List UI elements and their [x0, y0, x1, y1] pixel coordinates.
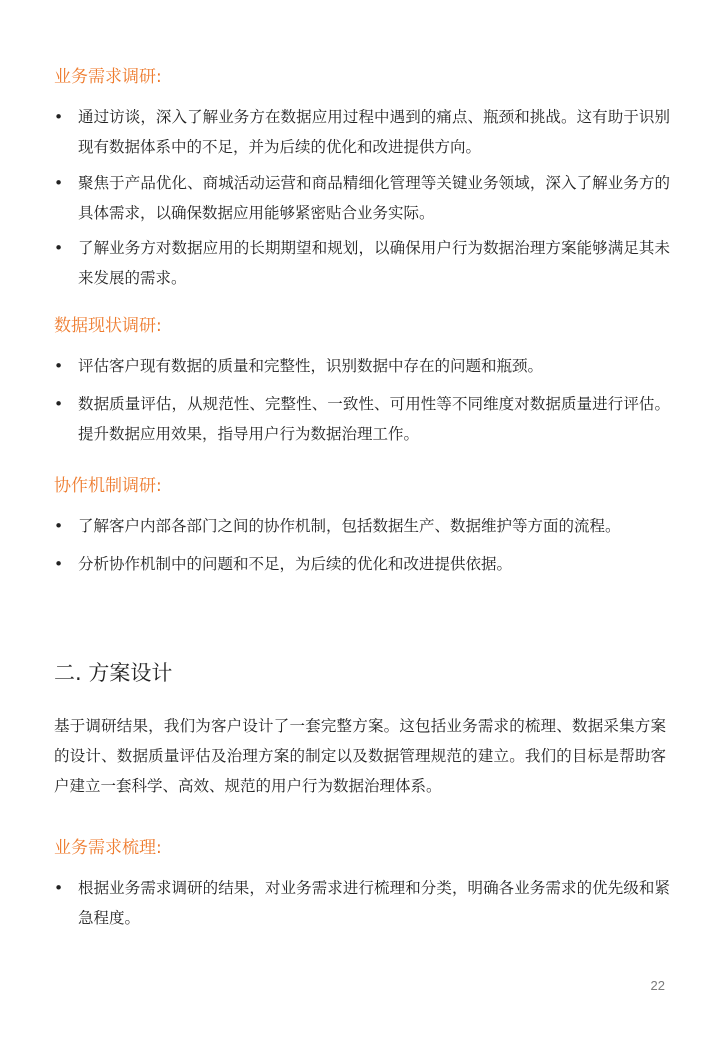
list-item: [54, 389, 670, 449]
bullet-dot: •: [54, 239, 64, 257]
list-item-text: 了解业务方对数据应用的长期期望和规划，以确保用户行为数据治理方案能够满足其未来发展的需求。: [78, 239, 670, 287]
bullet-dot: •: [54, 517, 64, 535]
list-item-text: 分析协作机制中的问题和不足，为后续的优化和改进提供依据。: [78, 555, 513, 573]
list-item: [54, 233, 670, 293]
list-item-text: 数据质量评估，从规范性、完整性、一致性、可用性等不同维度对数据质量进行评估。提升数据应用效果，指导用户行为数据治理工作。: [78, 395, 670, 443]
bullet-dot: •: [54, 108, 64, 126]
chapter-intro-paragraph: 基于调研结果，我们为客户设计了一套完整方案。这包括业务需求的梳理、数据采集方案的设计、数据质量评估及治理方案的制定以及数据管理规范的建立。我们的目标是帮助客户建立一套科学、高效、规范的用户行为数据治理体系。: [54, 717, 666, 795]
list-item: [54, 168, 670, 228]
list-item: [54, 102, 670, 162]
section-heading-business-sorting: 业务需求梳理:: [54, 838, 162, 858]
list-item: [54, 351, 670, 381]
list-item-text: 通过访谈，深入了解业务方在数据应用过程中遇到的痛点、瓶颈和挑战。这有助于识别现有数据体系中的不足，并为后续的优化和改进提供方向。: [78, 108, 670, 156]
list-item: [54, 511, 670, 541]
section-heading-data-status-research: 数据现状调研:: [54, 316, 162, 336]
bullet-dot: •: [54, 395, 64, 413]
list-item-text: 评估客户现有数据的质量和完整性，识别数据中存在的问题和瓶颈。: [78, 357, 544, 375]
list-item-text: 聚焦于产品优化、商城活动运营和商品精细化管理等关键业务领域，深入了解业务方的具体需求，以确保数据应用能够紧密贴合业务实际。: [78, 174, 670, 222]
list-item: [54, 549, 670, 579]
list-item-text: 根据业务需求调研的结果，对业务需求进行梳理和分类，明确各业务需求的优先级和紧急程度。: [78, 879, 670, 927]
list-item: [54, 873, 670, 933]
section-heading-collaboration-research: 协作机制调研:: [54, 476, 162, 496]
bullet-dot: •: [54, 174, 64, 192]
list-item-text: 了解客户内部各部门之间的协作机制，包括数据生产、数据维护等方面的流程。: [78, 517, 621, 535]
bullet-dot: •: [54, 555, 64, 573]
chapter-title: 二. 方案设计: [54, 661, 173, 685]
section-heading-business-research: 业务需求调研:: [54, 67, 162, 87]
bullet-dot: •: [54, 357, 64, 375]
bullet-dot: •: [54, 879, 64, 897]
page-number: 22: [650, 978, 665, 993]
